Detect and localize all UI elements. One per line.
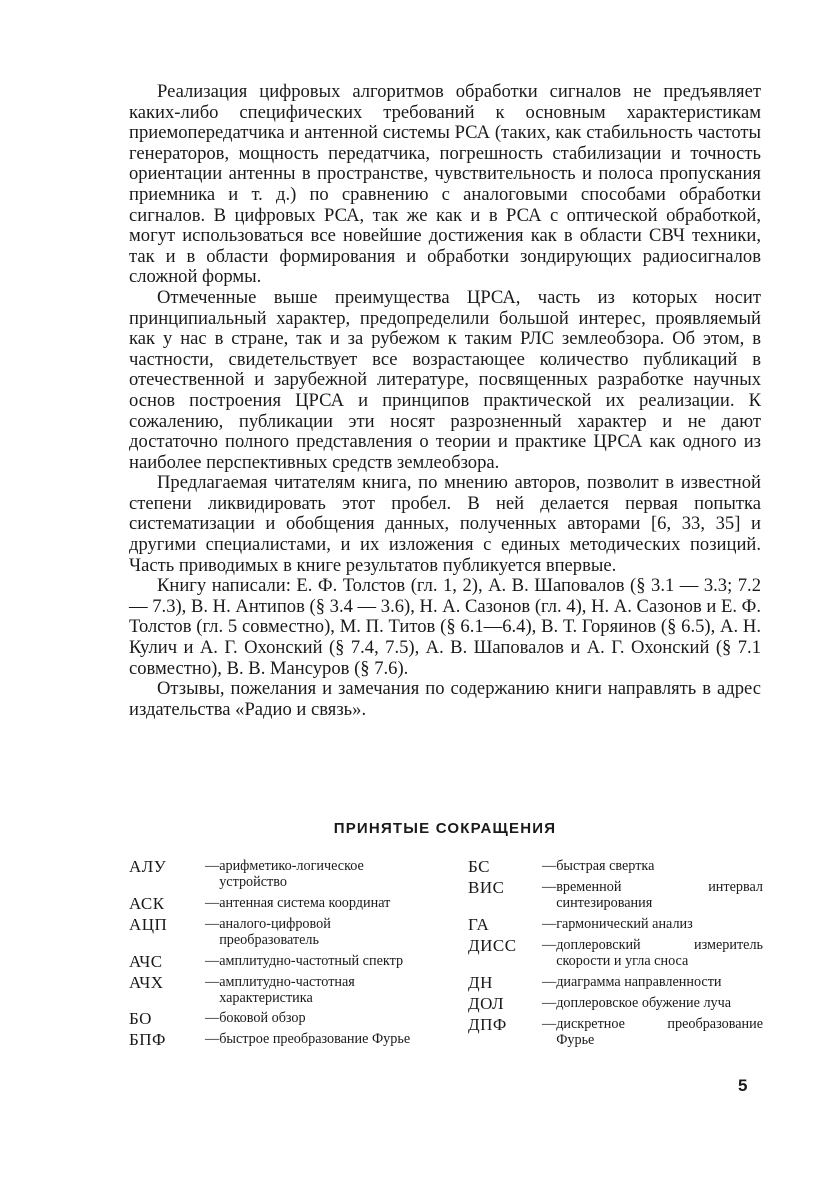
abbreviation-definition: боковой обзор (219, 1010, 306, 1027)
abbreviation-dash: — (205, 1031, 220, 1048)
paragraph-4: Книгу написали: Е. Ф. Толстов (гл. 1, 2), А. В. Шаповалов (§ 3.1 — 3.3; 7.2 — 7.3), В. Н. Антипов (§ 3.4 — 3.6), Н. А. Сазонов (гл. 4), Н. А. Сазонов и Е. Ф. Толстов (гл. 5 совместно), М. П. Титов (§ 6.1—6.4), В. Т. Горяинов (§ 6.5), А. Н. Кулич и А. Г. Охонский (§ 7.4, 7.5), А. В. Шаповалов и А. Г. Охонский (§ 7.1 совместно), В. В. Мансуров (§ 7.6). (129, 575, 761, 679)
abbreviation-code: ДИСС (468, 935, 517, 955)
abbreviation-code: ДПФ (468, 1014, 507, 1034)
abbreviation-entry (129, 953, 419, 970)
abbreviation-entry (129, 916, 419, 949)
abbreviations-left-column (129, 858, 419, 1052)
abbreviation-dash: — (205, 1010, 220, 1027)
abbreviation-code: ДОЛ (468, 993, 505, 1013)
abbreviation-definition: временной интервал синтезирования (556, 879, 763, 912)
abbreviations-right-column (468, 858, 763, 1052)
abbreviation-dash: — (205, 894, 220, 911)
abbreviation-definition: дискретное преобразование Фурье (556, 1015, 763, 1049)
paragraph-3: Предлагаемая читателям книга, по мнению авторов, позволит в известной степени ликвидировать этот пробел. В ней делается первая попытка систематизации и обобщения данных, полученных авторами [6, 33, 35] и другими специалистами, и их изложения с единых методических позиций. Часть приводимых в книге результатов публикуется впервые. (129, 472, 761, 576)
abbreviation-definition: диаграмма направленности (556, 973, 722, 990)
abbreviation-dash: — (542, 879, 557, 895)
abbreviation-entry (468, 995, 763, 1012)
abbreviation-definition: гармонический анализ (556, 915, 693, 932)
abbreviation-entry (129, 1010, 419, 1027)
abbreviation-definition: быстрая свертка (556, 858, 655, 874)
abbreviation-definition: доплеровское обужение луча (556, 994, 732, 1011)
abbreviation-definition: аналого-цифровой преобразователь (219, 915, 331, 949)
abbreviation-code: АСК (129, 893, 165, 913)
body-text (129, 82, 761, 720)
paragraph-5: Отзывы, пожелания и замечания по содержанию книги направлять в адрес издательства «Радио и связь». (129, 678, 761, 720)
abbreviation-definition: быстрое преобразование Фурье (219, 1031, 411, 1048)
abbreviation-entry (468, 916, 763, 933)
abbreviation-code: ГА (468, 914, 490, 934)
abbreviation-definition: антенная система координат (219, 894, 391, 911)
abbreviation-entry (129, 974, 419, 1007)
abbreviation-dash: — (542, 936, 557, 953)
abbreviation-entry (468, 879, 763, 912)
abbreviation-dash: — (205, 915, 220, 932)
abbreviation-entry (129, 858, 419, 891)
abbreviation-dash: — (542, 915, 557, 932)
abbreviation-entry (468, 974, 763, 991)
abbreviation-entry (468, 858, 763, 875)
paragraph-2: Отмеченные выше преимущества ЦРСА, часть из которых носит принципиальный характер, предопределили большой интерес, проявляемый как у нас в стране, так и за рубежом к таким РЛС землеобзора. Об этом, в частности, свидетельствует все возрастающее количество публикаций в отечественной и зарубежной литературе, посвященных разработке научных основ построения ЦРСА и принципов практической их реализации. К сожалению, публикации эти носят разрозненный характер и не дают достаточно полного представления о теории и практике ЦРСА как одного из наиболее перспективных средств землеобзора. (129, 286, 761, 473)
abbreviation-entry (129, 1031, 419, 1048)
abbreviation-code: БО (129, 1009, 152, 1029)
abbreviation-definition: доплеровский измеритель скорости и угла сноса (556, 936, 763, 970)
abbreviation-code: ДН (468, 972, 493, 992)
abbreviation-definition: амплитудно-частотный спектр (219, 952, 404, 969)
abbreviation-code: АЧС (129, 951, 163, 971)
abbreviation-code: БС (468, 857, 490, 876)
abbreviation-code: ВИС (468, 878, 505, 897)
abbreviation-entry (129, 895, 419, 912)
abbreviation-dash: — (542, 858, 557, 874)
abbreviation-code: БПФ (129, 1030, 166, 1050)
paragraph-1: Реализация цифровых алгоритмов обработки сигналов не предъявляет каких-либо специфических требований к основным характеристикам приемопередатчика и антенной системы РСА (таких, как стабильность частоты генераторов, мощность передатчика, погрешность стабилизации и точность ориентации антенны в пространстве, чувствительность и полоса пропускания приемника и т. д.) по сравнению с аналоговыми способами обработки сигналов. В цифровых РСА, так же как и в РСА с оптической обработкой, могут использоваться все новейшие достижения как в области СВЧ техники, так и в области формирования и обработки зондирующих радиосигналов сложной формы. (129, 81, 761, 288)
abbreviation-code: АЦП (129, 914, 168, 934)
abbreviation-entry (468, 937, 763, 970)
abbreviation-dash: — (542, 1015, 557, 1032)
page-number: 5 (738, 1076, 748, 1095)
abbreviation-dash: — (205, 952, 220, 969)
abbreviation-dash: — (542, 973, 557, 990)
abbreviation-code: АЛУ (129, 857, 167, 876)
abbreviation-definition: арифметико-логическое устройство (219, 858, 364, 891)
abbreviation-definition: амплитудно-частотная характеристика (219, 973, 355, 1007)
abbreviation-code: АЧХ (129, 972, 164, 992)
abbreviation-dash: — (205, 973, 220, 990)
abbreviation-dash: — (205, 858, 220, 874)
abbreviation-dash: — (542, 994, 557, 1011)
abbreviations-heading: ПРИНЯТЫЕ СОКРАЩЕНИЯ (333, 820, 557, 837)
abbreviation-entry (468, 1016, 763, 1049)
